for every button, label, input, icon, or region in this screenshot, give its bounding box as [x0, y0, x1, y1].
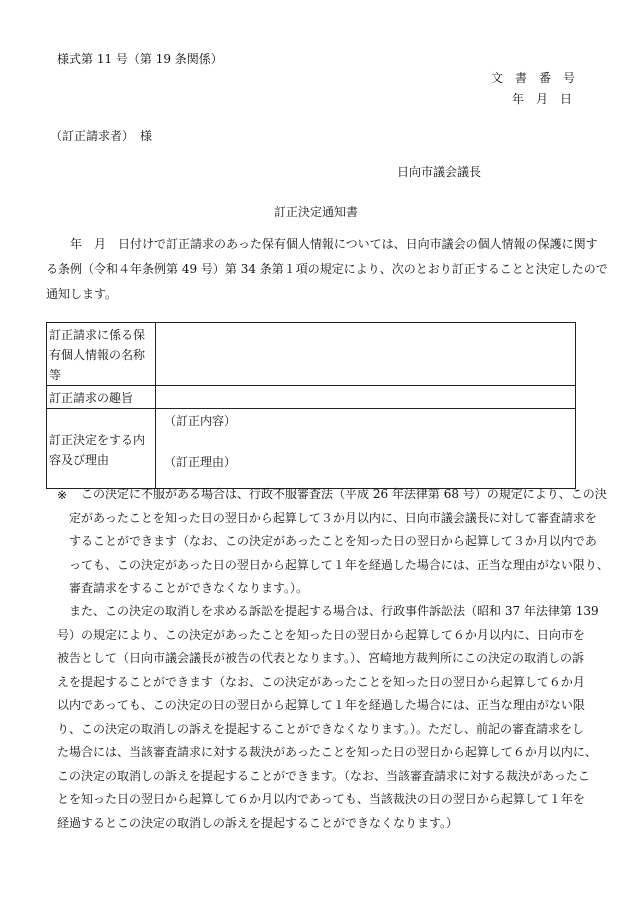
date-label: 年 月 日 — [512, 92, 573, 106]
note-line: 審査請求をすることができなくなります。）。 — [69, 581, 309, 595]
sender-name: 日向市議会議長 — [397, 165, 482, 179]
request-purpose-label: 訂正請求の趣旨 — [47, 386, 156, 409]
request-purpose-value — [156, 386, 576, 409]
label-line: 容及び理由 — [49, 452, 110, 467]
intro-line: 年 月 日付けで訂正請求のあった保有個人情報については、日向市議会の個人情報の保護に関す — [46, 237, 598, 251]
note-line: 経過するとこの決定の取消しの訴えを提起することができなくなります。） — [57, 816, 459, 830]
info-name-label — [47, 323, 156, 386]
note-line: 被告として（日向市議会議長が被告の代表となります。）、宮崎地方裁判所にこの決定の取消しの訴 — [57, 651, 585, 665]
intro-line: る条例（令和４年条例第 49 号）第 34 条第１項の規定により、次のとおり訂正することと決定したので — [46, 262, 608, 276]
note-line: た場合には、当該審査請求に対する裁決があったことを知った日の翌日から起算して６か月以内に、 — [57, 745, 597, 759]
decision-content-value — [156, 409, 576, 489]
correction-content-label: （訂正内容） — [164, 414, 237, 428]
correction-details-table — [46, 322, 576, 489]
decision-content-label — [47, 409, 156, 489]
intro-line: 通知します。 — [46, 287, 118, 301]
table-row — [47, 386, 576, 409]
document-number-label: 文 書 番 号 — [491, 71, 576, 85]
note-line: 定があったことを知った日の翌日から起算して３か月以内に、日向市議会議長に対して審査請求を — [69, 511, 597, 525]
note-line: 号）の規定により、この決定があったことを知った日の翌日から起算して６か月以内に、日向市を — [57, 628, 585, 642]
info-name-value — [156, 323, 576, 386]
label-line: 有個人情報の名称 — [49, 348, 146, 362]
note-line: えを提起することができます（なお、この決定があったことを知った日の翌日から起算して６か月 — [57, 675, 585, 689]
note-line: この決定の取消しの訴えを提起することができます。（なお、当該審査請求に対する裁決があったこ — [57, 769, 590, 783]
note-line: とを知った日の翌日から起算して６か月以内であっても、当該裁決の日の翌日から起算して１年を — [57, 792, 585, 806]
addressee: （訂正請求者） 様 — [50, 129, 153, 143]
note-mark: ※ — [57, 488, 68, 502]
note-line: することができます（なお、この決定があったことを知った日の翌日から起算して３か月以内であ — [69, 534, 597, 548]
note-line: り、この決定の取消しの訴えを提起することができなくなります。）。ただし、前記の審査請求をし — [57, 722, 585, 736]
note-line: っても、この決定があった日の翌日から起算して１年を経過した場合には、正当な理由がない限り、 — [69, 558, 609, 572]
label-line: 等 — [49, 368, 62, 382]
form-number-label: 様式第 11 号（第 19 条関係） — [57, 52, 223, 66]
table-row — [47, 323, 576, 386]
note-line: また、この決定の取消しを求める訴訟を提起する場合は、行政事件訴訟法（昭和 37 年法律第 139 — [57, 604, 599, 618]
label-line: 訂正決定をする内 — [49, 432, 146, 447]
note-line: この決定に不服がある場合は、行政不服審査法（平成 26 年法律第 68 号）の規定により、この決 — [81, 487, 607, 501]
note-line: 以内であっても、この決定の日の翌日から起算して１年を経過した場合には、正当な理由がない限 — [57, 698, 585, 712]
label-line: 訂正請求に係る保 — [49, 328, 146, 342]
correction-reason-label: （訂正理由） — [164, 455, 237, 469]
table-row — [47, 409, 576, 489]
document-title: 訂正決定通知書 — [274, 205, 359, 219]
